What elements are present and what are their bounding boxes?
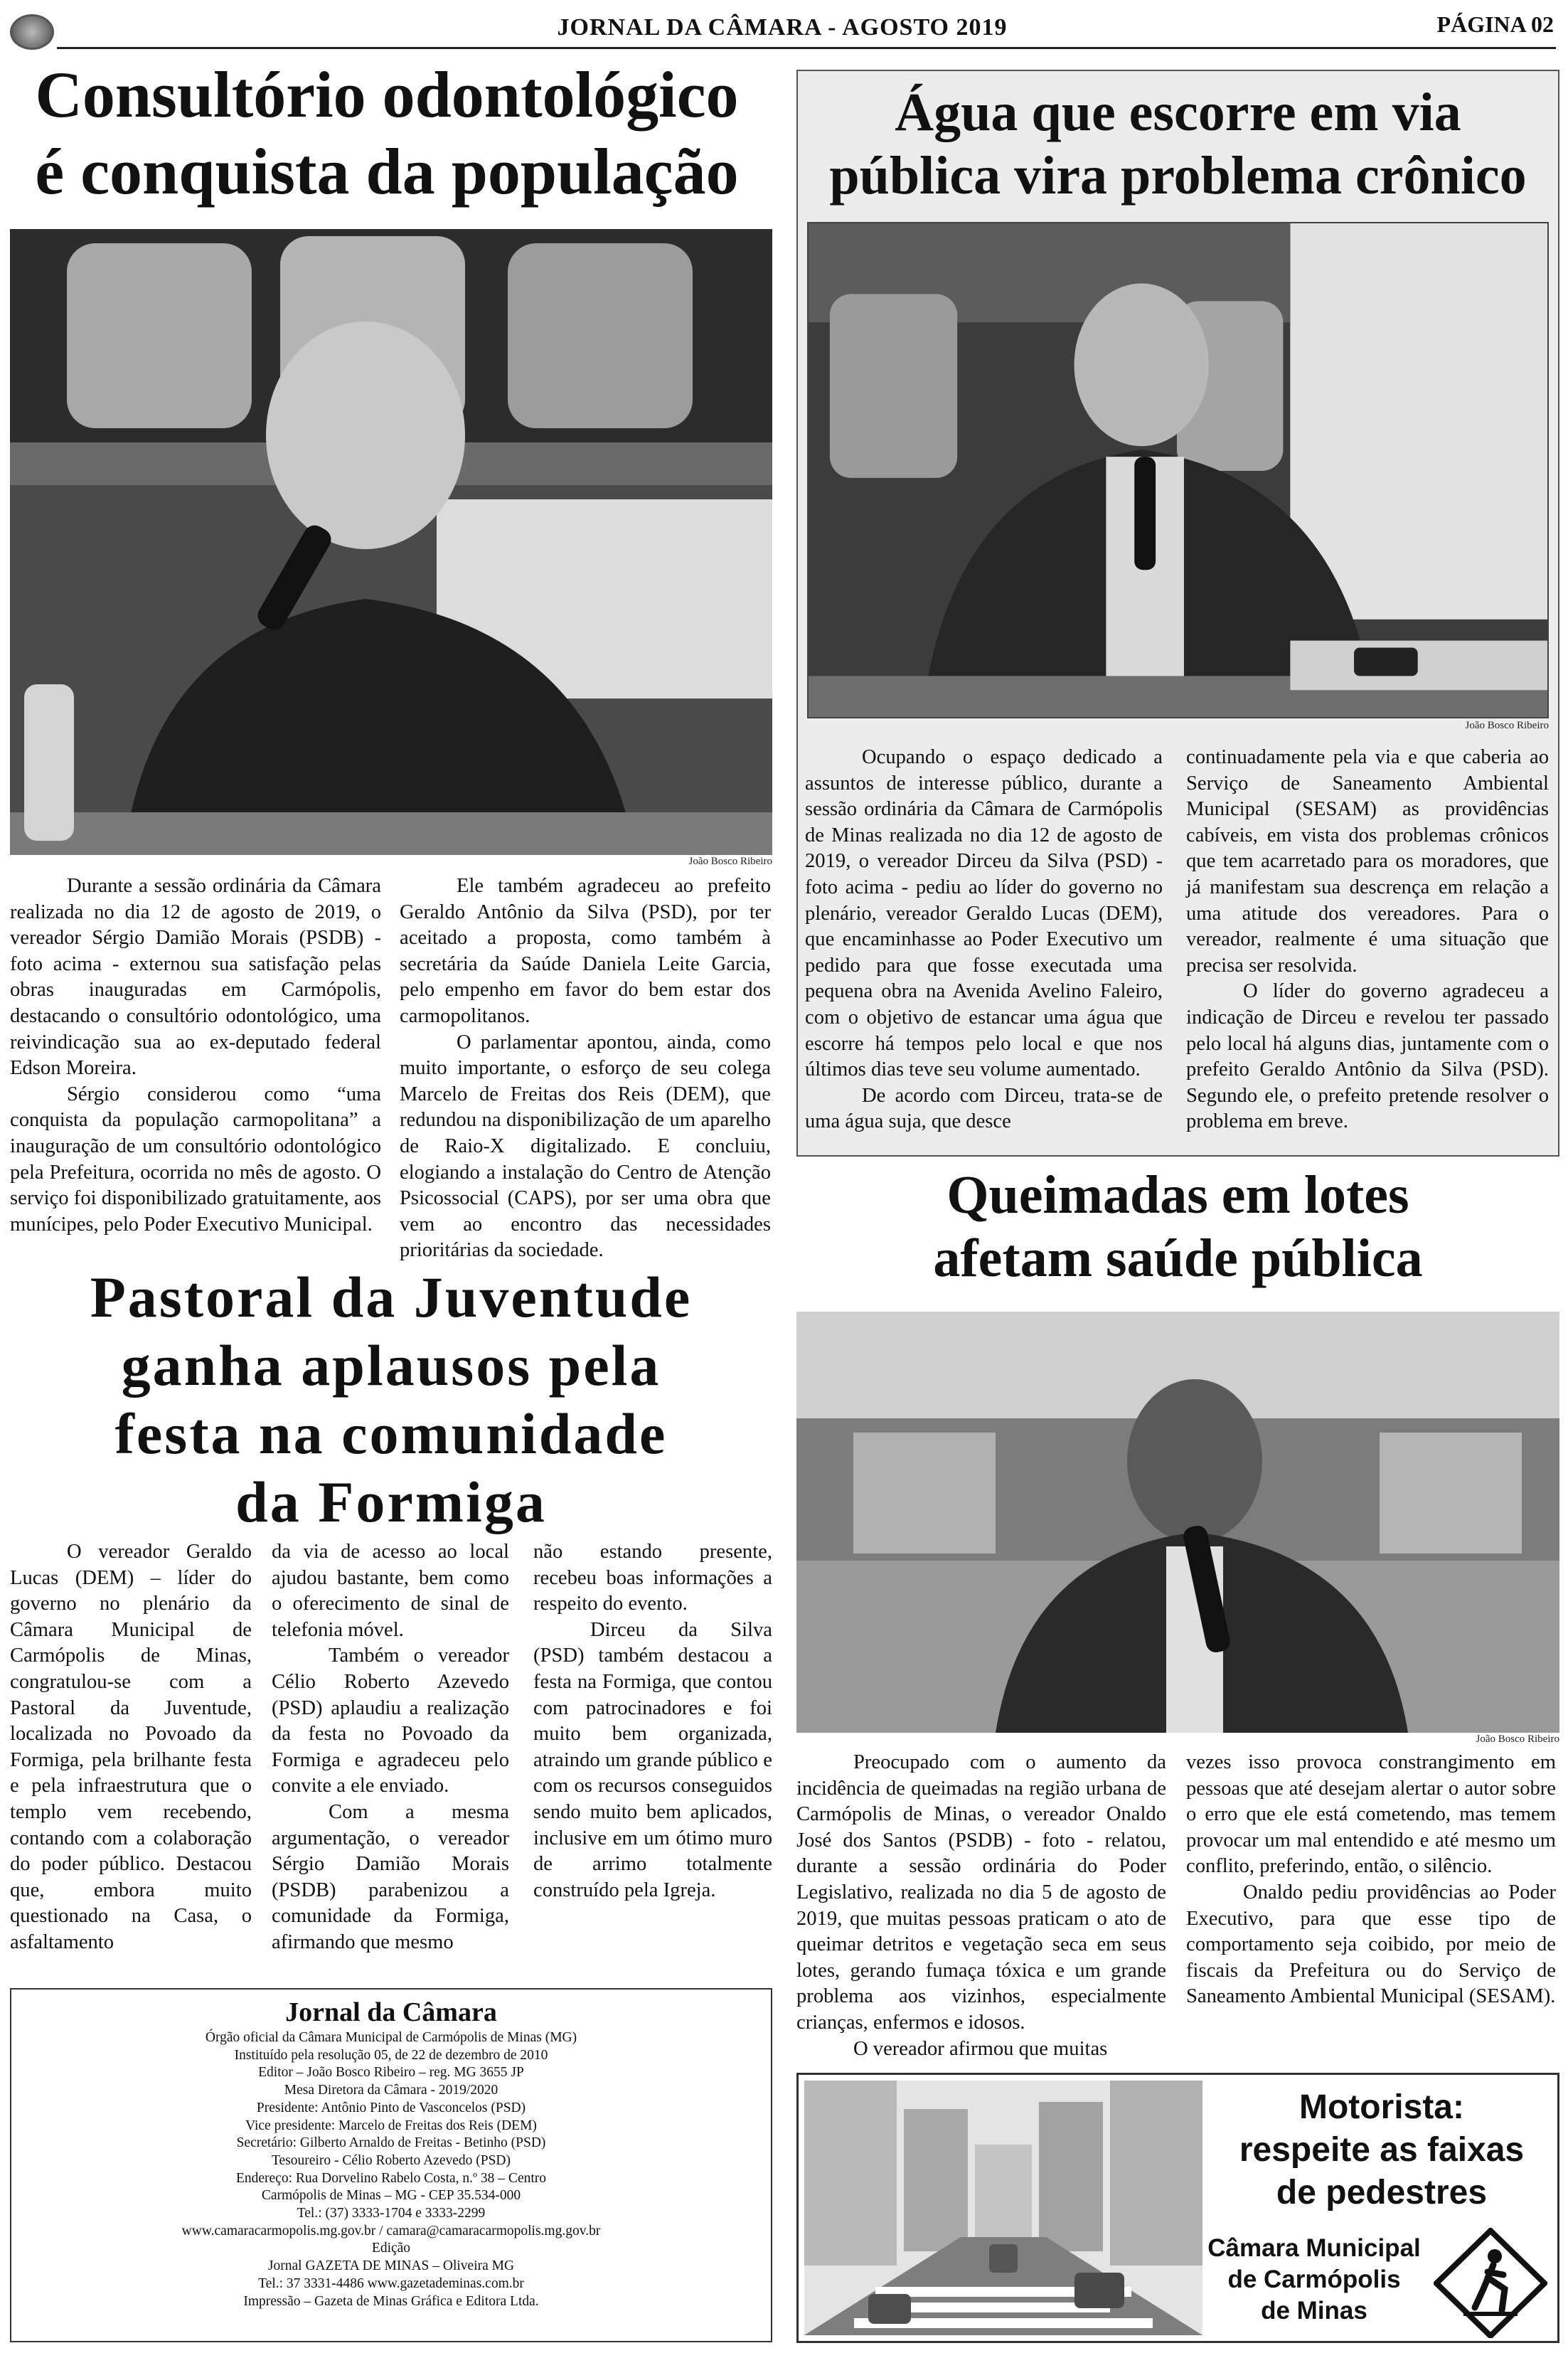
headline-line: da Formiga [235,1469,547,1534]
article4-column-2 [1186,1750,1556,2010]
article1-column-2 [400,873,771,1264]
masthead-line: Presidente: Antônio Pinto de Vasconcelos (PSD) [256,2100,526,2115]
paragraph: Também o vereador Célio Roberto Azevedo (PSD) aplaudiu a realização da festa no Povoado da Formiga e agradeceu pelo convite a ele enviado. [272,1645,509,1797]
paragraph: Durante a sessão ordinária da Câmara realizada no dia 12 de agosto de 2019, o vereador Sérgio Damião Morais (PSDB) - foto acima - externou sua satisfação pelas obras inauguradas em Carmópolis, destacando o consultório odontológico, uma reivindicação sua ao ex-deputado federal Edson Moreira. [10,875,381,1080]
page-number: PÁGINA 02 [1436,11,1554,37]
article4-photo [796,1312,1559,1733]
headline-line: Queimadas em lotes [946,1165,1409,1225]
masthead-line: Carmópolis de Minas – MG - CEP 35.534-000 [261,2188,521,2204]
article4-headline [796,1164,1559,1290]
ad-organization [1207,2233,1421,2327]
ad-headline-line: respeite as faixas [1239,2131,1525,2169]
article1-photo [10,229,772,855]
paragraph: Ele também agradeceu ao prefeito Geraldo Antônio da Silva (PSD), por ter aceitado a proposta, como também à secretária da Saúde Daniela Leite Garcia, pelo empenho em favor do bem estar dos carmopolitanos. [400,875,771,1027]
paragraph: Preocupado com o aumento da incidência de queimadas na região urbana de Carmópolis de Minas, o vereador Onaldo José dos Santos (PSDB) - foto - relatou, durante a sessão ordinária do Poder Legislativo, realizada no dia 5 de agosto de 2019, que muitas pessoas praticam o ato de queimar detritos e vegetação seca em seus lotes, gerando fumaça tóxica e um grande problema aos vizinhos, especialmente crianças, enfermos e idosos. [796,1751,1166,2034]
paragraph: da via de acesso ao local ajudou bastante, bem como o oferecimento de sinal de telefonia móvel. [272,1541,509,1641]
headline-line: pública vira problema crônico [829,145,1527,206]
article2-column-1 [805,745,1163,1135]
ad-org-line: Câmara Municipal [1207,2234,1421,2262]
paragraph: não estando presente, recebeu boas informações a respeito do evento. [533,1541,772,1615]
pedestrian-crossing-sign-icon [1434,2228,1547,2338]
paragraph: O vereador Geraldo Lucas (DEM) – líder do governo no plenário da Câmara Municipal de Carmópolis de Minas, congratulou-se com a Pastoral da Juventude, localizada no Povoado da Formiga, pela brilhante festa e pela infraestrutura que o templo vem recebendo, contando com a colaboração do poder público. Destacou que, embora muito questionado na Casa, o asfaltamento [10,1541,252,1953]
article3-column-3 [533,1539,772,1903]
masthead-line: Vice presidente: Marcelo de Freitas dos Reis (DEM) [245,2118,537,2133]
ad-headline-line: Motorista: [1299,2088,1464,2126]
paragraph: De acordo com Dirceu, trata-se de uma água suja, que desce [805,1084,1163,1133]
article2-headline [796,81,1559,208]
city-street-illustration [804,2081,1202,2335]
article4-photo-credit: João Bosco Ribeiro [1476,1733,1559,1745]
headline-line: afetam saúde pública [933,1228,1423,1288]
paragraph: Sérgio considerou como “uma conquista da população carmopolitana” a inauguração de um consultório odontológico pela Prefeitura, ocorrida no mês de agosto. O serviço foi disponibilizado gratuitamente, aos munícipes, pelo Poder Executivo Municipal. [10,1083,381,1236]
ad-org-line: de Minas [1261,2297,1367,2325]
headline-line: é conquista da população [35,134,739,208]
masthead-line: Tesoureiro - Célio Roberto Azevedo (PSD) [271,2152,511,2168]
masthead-line: Mesa Diretora da Câmara - 2019/2020 [284,2083,498,2098]
paragraph: continuadamente pela via e que caberia ao Serviço de Saneamento Ambiental Municipal (SESAM) as providências cabíveis, em vista dos problemas crônicos que tem acarretado para os moradores, que já manifestam sua descrença em relação a uma atitude dos vereadores. Para o vereador, realmente é uma situação que precisa ser resolvida. [1186,746,1549,977]
masthead-title: Jornal da Câmara [285,1997,497,2027]
masthead-line: Impressão – Gazeta de Minas Gráfica e Editora Ltda. [243,2293,539,2309]
headline-line: Consultório odontológico [35,58,739,131]
masthead-line: Tel.: 37 3331-4486 www.gazetademinas.com.br [258,2275,524,2291]
ad-headline [1207,2086,1556,2214]
headline-line: Pastoral da Juventude [90,1265,693,1329]
masthead-line: Tel.: (37) 3333-1704 e 3333-2299 [297,2206,486,2221]
headline-line: festa na comunidade [114,1401,668,1466]
article1-column-1 [10,873,381,1238]
paragraph: O líder do governo agradeceu a indicação de Dirceu e revelou ter passado pelo local há alguns dias, juntamente com o prefeito Geraldo Antônio da Silva (PSD). Segundo ele, o prefeito pretende resolver o problema em breve. [1186,980,1549,1133]
paragraph: Com a mesma argumentação, o vereador Sérgio Damião Morais (PSDB) parabenizou a comunidade da Formiga, afirmando que mesmo [272,1800,509,1953]
masthead-line: Secretário: Gilberto Arnaldo de Freitas - Betinho (PSD) [236,2135,546,2151]
ad-org-line: de Carmópolis [1227,2266,1401,2293]
article2-photo-credit: João Bosco Ribeiro [1465,720,1549,731]
header-rule [57,47,1556,49]
masthead-line: Instituído pela resolução 05, de 22 de dezembro de 2010 [234,2047,548,2063]
coat-of-arms-logo [10,14,54,50]
masthead-line: Edição [371,2241,411,2256]
article3-column-2 [272,1539,509,1956]
article2-photo [807,222,1549,718]
paragraph: Dirceu da Silva (PSD) também destacou a festa na Formiga, que contou com patrocinadores e foi muito bem organizada, atraindo um grande público e com os recursos conseguidos sendo muito bem aplicados, inclusive em um ótimo muro de arrimo totalmente construído pela Igreja. [533,1618,772,1901]
paragraph: O vereador afirmou que muitas [853,2037,1108,2060]
masthead-box [10,1988,772,2342]
masthead-line: www.camaracarmopolis.mg.gov.br / camara@camaracarmopolis.mg.gov.br [181,2223,601,2238]
article1-headline [10,57,764,210]
article3-column-1 [10,1539,252,1956]
headline-line: ganha aplausos pela [121,1332,661,1398]
masthead-line: Endereço: Rua Dorvelino Rabelo Costa, n.º 38 – Centro [235,2170,547,2186]
ad-headline-line: de pedestres [1276,2174,1488,2211]
header-title: JORNAL DA CÂMARA - AGOSTO 2019 [557,14,1008,41]
pedestrian-crossing-ad [796,2073,1559,2343]
article2-column-2 [1186,745,1549,1135]
paragraph: Ocupando o espaço dedicado a assuntos de interesse público, durante a sessão ordinária da Câmara de Carmópolis de Minas realizada no dia 12 de agosto de 2019, o vereador Dirceu da Silva (PSD) - foto acima - pediu ao líder do governo no plenário, vereador Geraldo Lucas (DEM), que encaminhasse ao Poder Executivo um pedido para que fosse executada uma pequena obra na Avenida Avelino Faleiro, com o objetivo de estancar uma água que escorre há tempos pelo local e que nos últimos dias teve seu volume aumentado. [805,746,1163,1081]
masthead-line: Jornal GAZETA DE MINAS – Oliveira MG [267,2258,515,2274]
headline-line: Água que escorre em via [895,83,1461,142]
paragraph: O parlamentar apontou, ainda, como muito importante, o esforço de seu colega Marcelo de Freitas dos Reis (DEM), que redundou na disponibilização de um aparelho de Raio-X digitalizado. E concluiu, elogiando a instalação do Centro de Atenção Psicossocial (CAPS), por ser uma obra que vem ao encontro das necessidades prioritárias da sociedade. [400,1031,771,1262]
article1-photo-credit: João Bosco Ribeiro [688,856,772,867]
paragraph: Onaldo pediu providências ao Poder Executivo, para que esse tipo de comportamento seja coibido, por meio de fiscais da Prefeitura ou do Serviço de Saneamento Ambiental Municipal (SESAM). [1186,1881,1556,2008]
article4-column-1 [796,1750,1166,2062]
article3-headline [10,1263,772,1536]
masthead-line: Editor – João Bosco Ribeiro – reg. MG 3655 JP [258,2065,524,2081]
paragraph: vezes isso provoca constrangimento em pessoas que até desejam alertar o autor sobre o erro que ele está cometendo, mas temem provocar um mal entendido e até mesmo um conflito, preferindo, então, o silêncio. [1186,1751,1556,1878]
masthead-line: Órgão oficial da Câmara Municipal de Carmópolis de Minas (MG) [205,2030,577,2045]
